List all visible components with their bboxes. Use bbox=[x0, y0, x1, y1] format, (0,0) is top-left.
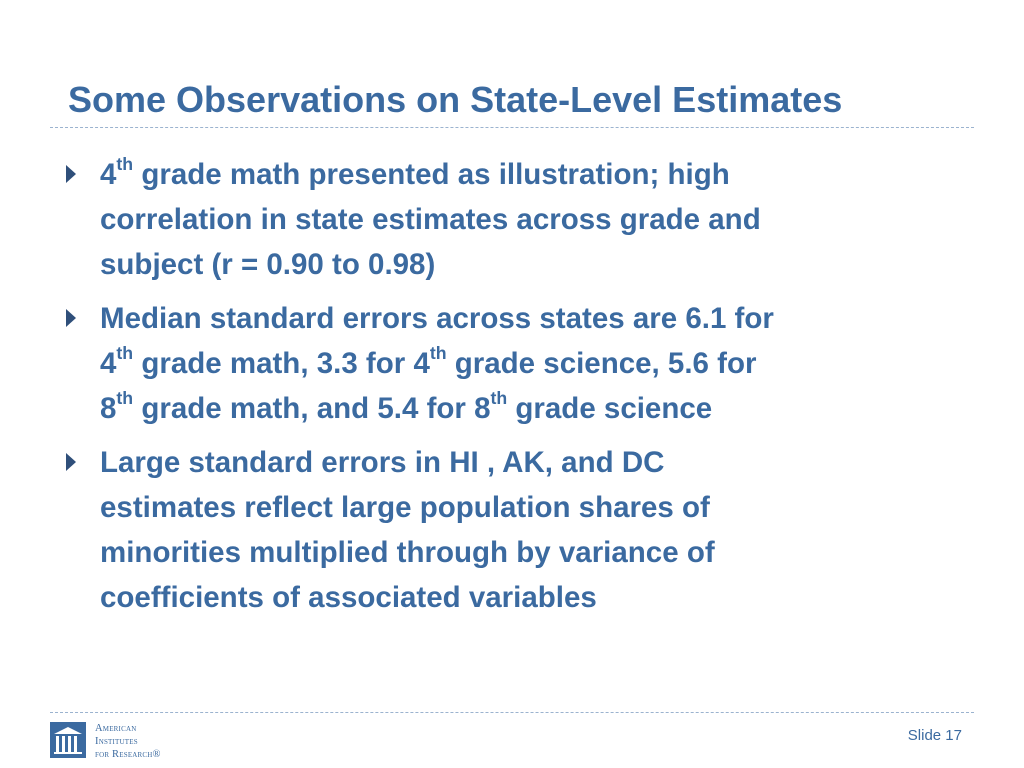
ordinal-superscript: th bbox=[490, 387, 508, 408]
bullet-line bbox=[100, 575, 962, 620]
slide-number: Slide 17 bbox=[907, 727, 962, 744]
bullet-line bbox=[100, 485, 962, 530]
ordinal-superscript: th bbox=[429, 342, 447, 363]
logo-text bbox=[95, 722, 161, 761]
ordinal-superscript: th bbox=[116, 342, 134, 363]
bullet-line bbox=[100, 386, 962, 431]
text-segment: 4 bbox=[100, 158, 117, 191]
text-segment: Large standard errors in HI , AK, and DC bbox=[100, 446, 665, 479]
bullet-line bbox=[100, 296, 962, 341]
bullet-arrow-icon bbox=[66, 165, 76, 183]
bullet-line bbox=[100, 152, 962, 197]
bullet-item bbox=[62, 440, 962, 620]
text-segment: grade math, and 5.4 for 8 bbox=[133, 392, 491, 425]
bullet-line bbox=[100, 341, 962, 386]
building-columns-icon bbox=[50, 722, 86, 758]
text-segment: subject (r = 0.90 to 0.98) bbox=[100, 248, 436, 281]
title-divider bbox=[50, 127, 974, 128]
registered-mark: ® bbox=[152, 749, 161, 760]
ordinal-superscript: th bbox=[116, 153, 134, 174]
bullet-text bbox=[100, 152, 962, 287]
bullet-item bbox=[62, 296, 962, 431]
text-segment: 4 bbox=[100, 347, 117, 380]
bullet-line bbox=[100, 530, 962, 575]
text-segment: grade math, 3.3 for 4 bbox=[133, 347, 430, 380]
ordinal-superscript: th bbox=[116, 387, 134, 408]
bullet-line bbox=[100, 242, 962, 287]
bullet-text bbox=[100, 440, 962, 620]
text-segment: 8 bbox=[100, 392, 117, 425]
bullet-arrow-icon bbox=[66, 309, 76, 327]
text-segment: minorities multiplied through by variance of bbox=[100, 536, 715, 569]
bullet-line bbox=[100, 197, 962, 242]
text-segment: Median standard errors across states are 6.1 for bbox=[100, 302, 774, 335]
text-segment: estimates reflect large population shares of bbox=[100, 491, 710, 524]
bullet-text bbox=[100, 296, 962, 431]
footer-divider bbox=[50, 712, 974, 713]
text-segment: grade science bbox=[507, 392, 713, 425]
text-segment: grade math presented as illustration; high bbox=[133, 158, 730, 191]
bullet-list bbox=[62, 152, 962, 629]
text-segment: grade science, 5.6 for bbox=[446, 347, 757, 380]
bullet-line bbox=[100, 440, 962, 485]
logo-line-3: for Research bbox=[95, 749, 153, 760]
text-segment: coefficients of associated variables bbox=[100, 581, 597, 614]
text-segment: correlation in state estimates across grade and bbox=[100, 203, 761, 236]
bullet-arrow-icon bbox=[66, 453, 76, 471]
logo-line-2: Institutes bbox=[95, 736, 138, 747]
slide-title: Some Observations on State-Level Estimates bbox=[68, 79, 843, 120]
logo-line-1: American bbox=[95, 723, 137, 734]
bullet-item bbox=[62, 152, 962, 287]
